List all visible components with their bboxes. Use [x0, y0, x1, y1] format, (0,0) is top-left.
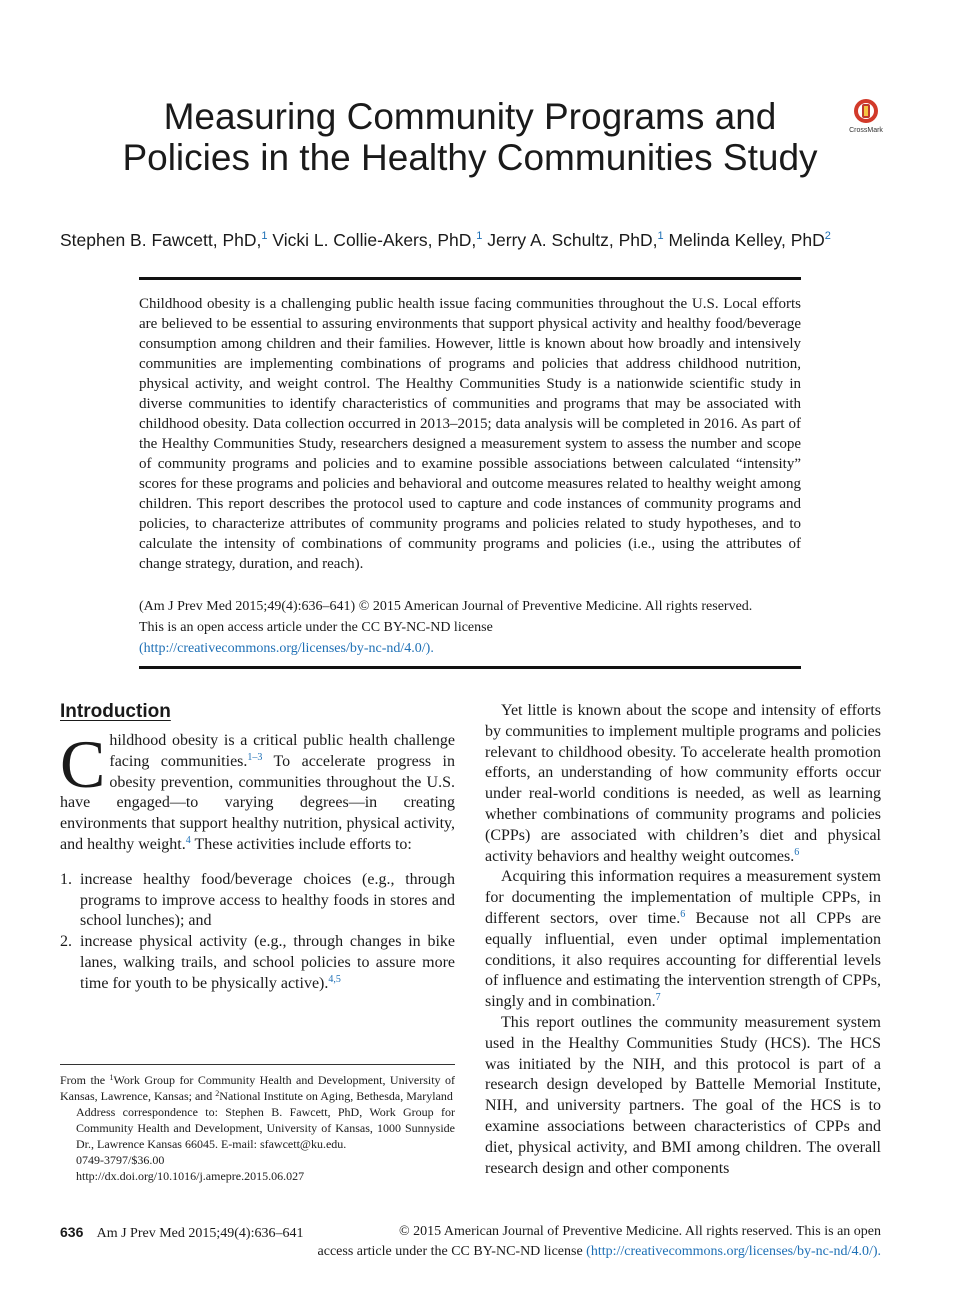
author-name[interactable]: Vicki L. Collie-Akers, PhD,: [272, 230, 477, 250]
crossmark-icon: [853, 98, 879, 124]
crossmark-label: CrossMark: [849, 127, 883, 134]
paragraph-text: These activities include efforts to:: [190, 835, 412, 853]
author-affiliation-ref[interactable]: 2: [824, 230, 831, 242]
author-name[interactable]: Melinda Kelley, PhD: [668, 230, 825, 250]
journal-reference: Am J Prev Med 2015;49(4):636–641: [96, 1226, 304, 1241]
paragraph-text: To accelerate progress in obesity prevention, communities throughout the U.S. have engaged—to varying degrees—in creating environments that support healthy nutrition, physical activity, and healthy weight.: [60, 752, 455, 853]
list-number: 2.: [60, 933, 72, 951]
author-name[interactable]: Stephen B. Fawcett, PhD,: [60, 230, 262, 250]
affiliation-marker: 2: [215, 1089, 220, 1098]
citation-ref[interactable]: 6: [794, 846, 800, 858]
list-item: [60, 932, 455, 994]
footnote-rule: [60, 1064, 455, 1065]
citation-ref[interactable]: 7: [655, 992, 661, 1004]
footer-right: [60, 1222, 881, 1262]
author-list: [60, 230, 900, 251]
list-item: [60, 870, 455, 932]
author-affiliation-ref[interactable]: 1: [261, 230, 268, 242]
author-affiliation-ref[interactable]: 1: [476, 230, 483, 242]
body-paragraph: [485, 701, 881, 867]
drop-cap: C: [60, 726, 106, 802]
license-line: This is an open access article under the CC BY-NC-ND license: [139, 620, 493, 635]
body-paragraph: This report outlines the community measurement system used in the Healthy Communities Study (HCS). The HCS was initiated by the NIH, and this protocol is part of a research design developed by Battelle Memorial Institute, NIH, and university partners. The goal of the HCS is to examine associations between characteristics of CPPs and diet, physical activity, and BMI among children. The overall research design and other components: [485, 1013, 881, 1177]
page-number: 636: [60, 1224, 84, 1240]
footnote-text: National Institute on Aging, Bethesda, Maryland: [219, 1089, 453, 1103]
footnote-text: Work Group for Community Health and Development, University of Kansas, Lawrence, Kansas; and: [60, 1073, 455, 1103]
section-heading-introduction: Introduction: [60, 701, 171, 722]
citation-line: (Am J Prev Med 2015;49(4):636–641) © 2015 American Journal of Preventive Medicine. All rights reserved.: [139, 599, 753, 614]
abstract-top-rule: [139, 277, 801, 280]
author-name[interactable]: Jerry A. Schultz, PhD,: [487, 230, 658, 250]
footer-license-text: access article under the CC BY-NC-ND license: [317, 1244, 587, 1259]
doi-link[interactable]: http://dx.doi.org/10.1016/j.amepre.2015.06.027: [76, 1169, 305, 1183]
abstract-bottom-rule: [139, 666, 801, 669]
citation-ref[interactable]: 1–3: [247, 751, 263, 763]
paragraph-text: hildhood obesity is a critical public health challenge facing communities.: [109, 732, 455, 770]
list-number: 1.: [60, 870, 72, 888]
paragraph-text: Yet little is known about the scope and intensity of efforts by communities to implement multiple programs and policies relevant to childhood obesity. To accelerate health promotion efforts, an understanding of how community efforts occur under real-world conditions is needed, as well as learning whether combinations of community programs and policies (CPPs) are associated with children’s diet and physical activity behaviors and healthy weight outcomes.: [485, 702, 881, 865]
license-link[interactable]: (http://creativecommons.org/licenses/by-nc-nd/4.0/).: [139, 641, 434, 656]
footer-license-link[interactable]: (http://creativecommons.org/licenses/by-nc-nd/4.0/).: [586, 1244, 881, 1259]
footer-copyright: © 2015 American Journal of Preventive Medicine. All rights reserved. This is an open: [399, 1224, 881, 1239]
article-title: Measuring Community Programs and Policies in the Healthy Communities Study: [122, 96, 818, 178]
citation-ref[interactable]: 6: [680, 908, 686, 920]
footnote-text: From the: [60, 1073, 110, 1087]
abstract-text: Childhood obesity is a challenging public health issue facing communities throughout the U.S. Local efforts are believed to be essential to assuring environments that support physical activity and healthy food/beverage consumption among children and their families. However, little is known about how broadly and intensively communities are implementing combinations of programs and policies that address childhood nutrition, physical activity, and weight control. The Healthy Communities Study is a nationwide scientific study in diverse communities to identify characteristics of communities and programs that may be associated with childhood obesity. Data collection occurred in 2013–2015; data analysis will be completed in 2016. As part of the Healthy Communities Study, researchers designed a measurement system to assess the number and scope of community programs and policies and to examine possible associations between calculated “intensity” scores for these programs and policies and behavioral and outcome measures related to healthy weight among children. This report describes the protocol used to capture and code instances of community programs and policies, to characterize attributes of community programs and policies related to study hypotheses, and to calculate the intensity of combinations of community programs and policies (i.e., using the attributes of change strategy, duration, and reach).: [139, 296, 801, 572]
paragraph-text: Acquiring this information requires a measurement system for documenting the implementation of multiple CPPs, in different sectors, over time.: [485, 868, 881, 927]
right-column: [485, 701, 881, 1179]
abstract-citation: [139, 596, 801, 659]
crossmark-badge[interactable]: [846, 98, 886, 134]
list-item-text: increase healthy food/beverage choices (e.g., through programs to improve access to healthy foods in stores and school lunches); and: [80, 870, 455, 930]
affiliation-footnote: [60, 1072, 455, 1184]
correspondence: Address correspondence to: Stephen B. Fawcett, PhD, Work Group for Community Health and Development, University of Kansas, 1000 Sunnyside Dr., Lawrence Kansas 66045. E-mail: sfawcett@ku.edu.: [76, 1105, 455, 1151]
paragraph-text: Because not all CPPs are equally influential, even under optimal implementation conditions, it also requires accounting for differential levels of influence and estimating the intervention strength of CPPs, singly and in combination.: [485, 909, 881, 1011]
author-affiliation-ref[interactable]: 1: [657, 230, 664, 242]
intro-paragraph: [60, 726, 455, 856]
affiliation-marker: 1: [109, 1073, 114, 1082]
affiliations: [60, 1072, 455, 1104]
citation-ref[interactable]: 4: [185, 834, 191, 846]
citation-ref[interactable]: 4,5: [328, 973, 341, 985]
left-column: [60, 726, 455, 995]
body-paragraph: [485, 867, 881, 1013]
issn: 0749-3797/$36.00: [76, 1153, 165, 1167]
list-item-text: increase physical activity (e.g., through changes in bike lanes, walking trails, and school policies to assure more time for youth to be physically active).: [80, 933, 455, 992]
efforts-list: [60, 870, 455, 995]
